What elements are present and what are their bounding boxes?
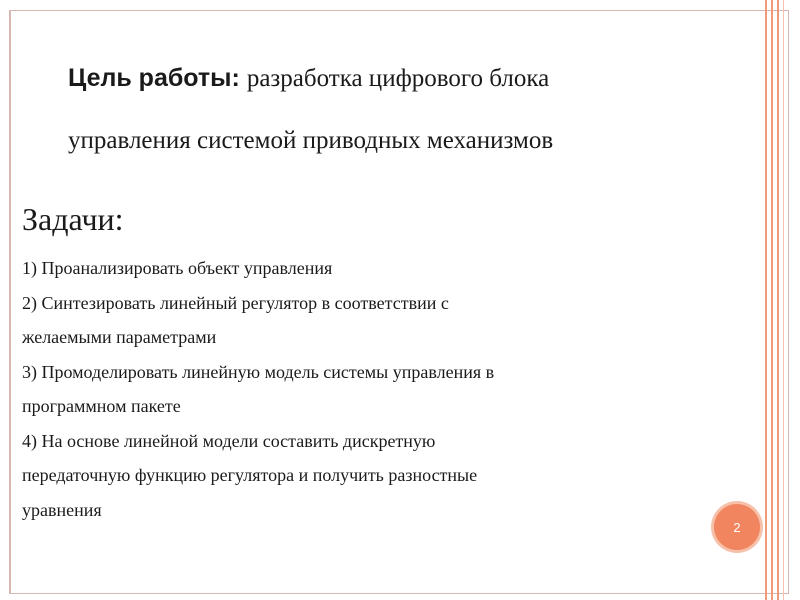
task-line: программном пакете [22, 396, 181, 416]
goal-separator: : [231, 64, 247, 92]
decorative-stripe [765, 0, 767, 600]
task-line: 3) Промоделировать линейную модель системы управления в [22, 361, 495, 382]
task-line: передаточную функцию регулятора и получить разностные [22, 465, 478, 485]
goal-text-line1: разработка цифрового блока [246, 65, 550, 92]
slide-number-badge [714, 504, 760, 550]
task-list [22, 251, 722, 527]
tasks-title: Задачи: [22, 201, 124, 237]
task-line: 4) На основе линейной модели составить дискретную [22, 430, 436, 451]
decorative-stripe [783, 0, 784, 600]
decorative-stripe [771, 0, 773, 600]
slide-number: 2 [733, 519, 741, 535]
decorative-stripe [777, 0, 779, 600]
goal-text-line2: управления системой приводных механизмов [68, 127, 554, 154]
task-line: желаемыми параметрами [22, 327, 217, 347]
goal-statement [68, 47, 748, 172]
task-line: 2) Синтезировать линейный регулятор в соответствии с [22, 292, 449, 313]
goal-label: Цель работы [68, 64, 232, 92]
task-line: уравнения [22, 499, 102, 520]
task-line: 1) Проанализировать объект управления [22, 258, 333, 278]
